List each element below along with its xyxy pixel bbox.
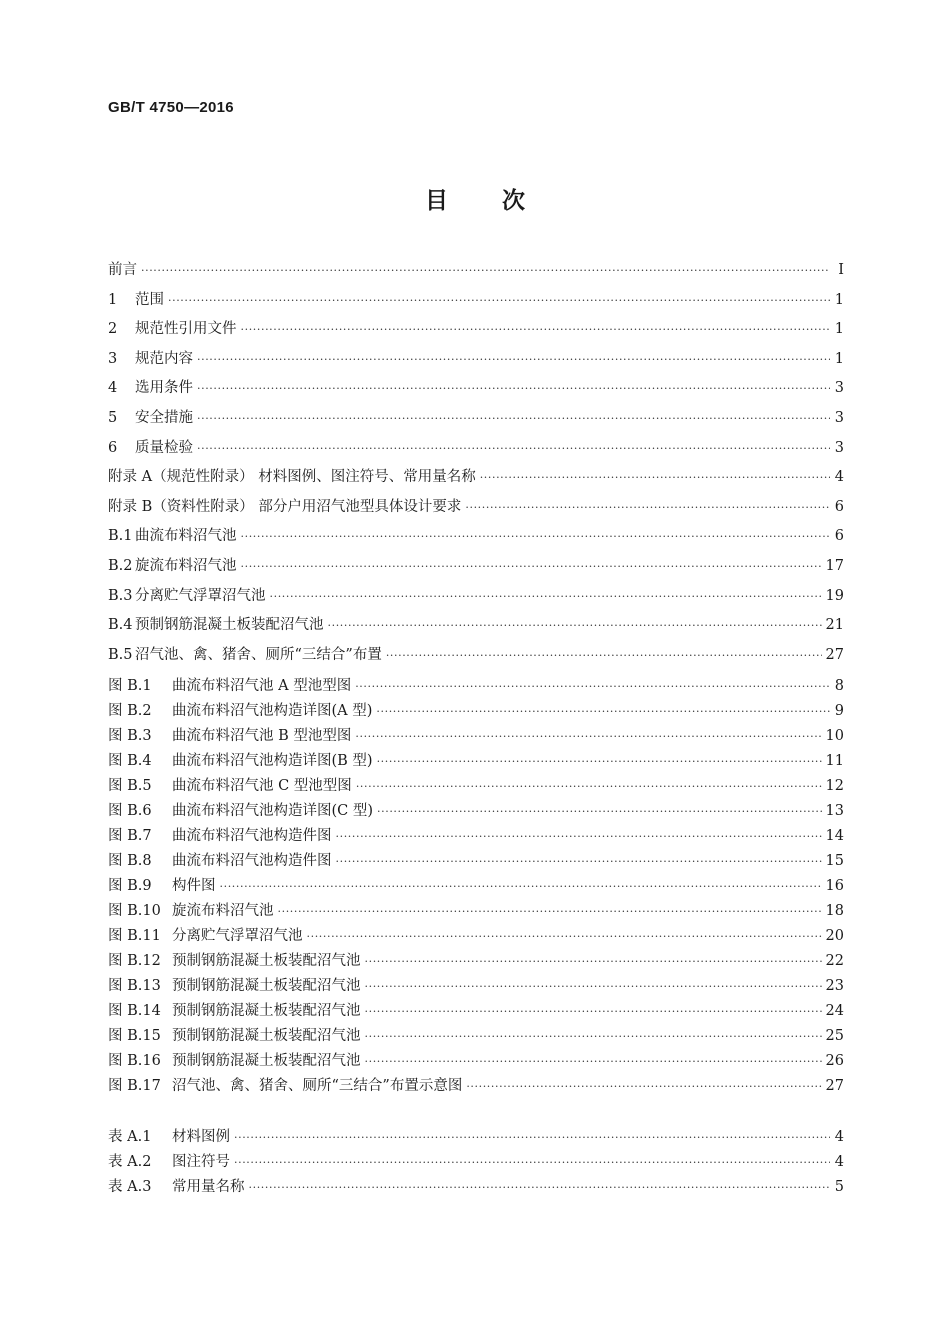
toc-entry-page: 3 bbox=[834, 380, 844, 397]
toc-entry[interactable] bbox=[108, 524, 844, 554]
toc-entry[interactable] bbox=[108, 849, 844, 874]
dot-leader bbox=[220, 880, 822, 893]
toc-entry-page: 18 bbox=[825, 903, 844, 919]
toc-entry-page: 13 bbox=[825, 803, 844, 819]
toc-entry-number: 图 B.3 bbox=[108, 728, 152, 744]
toc-entry-title: 质量检验 bbox=[135, 439, 193, 456]
toc-entry-number: 6 bbox=[108, 439, 118, 456]
toc-main-list bbox=[108, 258, 844, 672]
toc-entry-title: 常用量名称 bbox=[172, 1179, 245, 1195]
dot-leader bbox=[234, 1131, 830, 1144]
toc-entry-label bbox=[108, 774, 352, 795]
toc-entry-number: B.4 bbox=[108, 617, 133, 634]
page-title bbox=[0, 182, 950, 215]
dot-leader bbox=[241, 560, 822, 573]
toc-entry-title: 曲流布料沼气池构造详图(A 型) bbox=[172, 703, 373, 719]
toc-entry[interactable] bbox=[108, 899, 844, 924]
toc-entry-title: 预制钢筋混凝土板装配沼气池 bbox=[172, 1053, 361, 1069]
toc-entry-title: （规范性附录） 材料图例、图注符号、常用量名称 bbox=[152, 469, 476, 486]
toc-entry-number: 5 bbox=[108, 409, 118, 426]
toc-entry[interactable] bbox=[108, 1175, 844, 1200]
toc-entry[interactable] bbox=[108, 258, 844, 288]
toc-entry[interactable] bbox=[108, 347, 844, 377]
toc-entry[interactable] bbox=[108, 317, 844, 347]
toc-entry[interactable] bbox=[108, 643, 844, 673]
toc-figure-list bbox=[108, 674, 844, 1099]
toc-entry-title: 规范性引用文件 bbox=[135, 321, 237, 338]
dot-leader bbox=[197, 353, 830, 366]
dot-leader bbox=[241, 530, 831, 543]
toc-entry-number: B.2 bbox=[108, 557, 133, 574]
toc-entry-title: （资料性附录） 部分户用沼气池型具体设计要求 bbox=[152, 498, 462, 515]
toc-entry[interactable] bbox=[108, 1150, 844, 1175]
toc-entry-page: 4 bbox=[834, 469, 844, 486]
dot-leader bbox=[365, 1030, 822, 1043]
dot-leader bbox=[270, 590, 822, 603]
toc-entry[interactable] bbox=[108, 924, 844, 949]
toc-entry[interactable] bbox=[108, 554, 844, 584]
toc-entry-page: 8 bbox=[834, 678, 844, 694]
dot-leader bbox=[466, 1080, 821, 1093]
toc-entry-page: 20 bbox=[825, 928, 844, 944]
toc-entry-page: 25 bbox=[825, 1028, 844, 1044]
toc-entry[interactable] bbox=[108, 674, 844, 699]
toc-entry-page: 24 bbox=[825, 1003, 844, 1019]
toc-entry-label bbox=[108, 949, 361, 970]
toc-entry-number: B.5 bbox=[108, 646, 133, 663]
toc-entry-page: 21 bbox=[825, 617, 844, 634]
toc-entry-label bbox=[108, 974, 361, 995]
toc-entry-page: 11 bbox=[825, 753, 844, 769]
toc-entry-label bbox=[108, 999, 361, 1020]
toc-entry-title: 分离贮气浮罩沼气池 bbox=[135, 587, 266, 604]
toc-entry-number: B.3 bbox=[108, 587, 133, 604]
toc-entry-number: 表 A.2 bbox=[108, 1154, 152, 1170]
toc-entry-title: 旋流布料沼气池 bbox=[135, 557, 237, 574]
toc-entry-number: 图 B.7 bbox=[108, 828, 152, 844]
dot-leader bbox=[365, 1055, 822, 1068]
toc-entry-label bbox=[108, 824, 332, 845]
toc-entry-label bbox=[108, 674, 351, 695]
toc-entry-number: 图 B.9 bbox=[108, 878, 152, 894]
dot-leader bbox=[336, 855, 822, 868]
toc-entry-label bbox=[108, 849, 332, 870]
toc-entry-label bbox=[108, 288, 164, 309]
toc-entry-number: 图 B.2 bbox=[108, 703, 152, 719]
toc-entry-title: 曲流布料沼气池 B 型池型图 bbox=[172, 728, 352, 744]
toc-entry-title: 曲流布料沼气池构造详图(B 型) bbox=[172, 753, 373, 769]
toc-entry-label bbox=[108, 495, 461, 516]
title-char-2: 次 bbox=[502, 188, 525, 214]
dot-leader bbox=[480, 471, 830, 484]
toc-entry-page: 10 bbox=[825, 728, 844, 744]
toc-entry-page: 3 bbox=[834, 439, 844, 456]
toc-entry-number: 图 B.6 bbox=[108, 803, 152, 819]
dot-leader bbox=[365, 1005, 822, 1018]
toc-entry-number: 图 B.4 bbox=[108, 753, 152, 769]
toc-entry-label bbox=[108, 406, 193, 427]
toc-entry-page: 6 bbox=[834, 528, 844, 545]
toc-entry-title: 预制钢筋混凝土板装配沼气池 bbox=[135, 617, 324, 634]
dot-leader bbox=[386, 649, 822, 662]
toc-entry[interactable] bbox=[108, 436, 844, 466]
toc-entry-page: 1 bbox=[834, 321, 844, 338]
toc-entry-title: 旋流布料沼气池 bbox=[172, 903, 274, 919]
toc-entry-number: 表 A.1 bbox=[108, 1129, 152, 1145]
toc-entry-label bbox=[108, 613, 324, 634]
toc-entry-title: 沼气池、禽、猪舍、厕所“三结合”布置 bbox=[135, 646, 382, 663]
toc-entry-label bbox=[108, 899, 274, 920]
dot-leader bbox=[197, 412, 830, 425]
toc-entry-page: 6 bbox=[834, 498, 844, 515]
toc-entry-number: 图 B.13 bbox=[108, 978, 161, 994]
dot-leader bbox=[377, 755, 822, 768]
toc-entry-title: 构件图 bbox=[172, 878, 216, 894]
toc-entry[interactable] bbox=[108, 799, 844, 824]
toc-entry-number: 图 B.16 bbox=[108, 1053, 161, 1069]
toc-entry-page: 3 bbox=[834, 409, 844, 426]
title-char-1: 目 bbox=[425, 188, 448, 214]
toc-entry-label bbox=[108, 436, 193, 457]
dot-leader bbox=[241, 323, 831, 336]
toc-entry[interactable] bbox=[108, 406, 844, 436]
toc-entry-page: 15 bbox=[825, 853, 844, 869]
toc-entry-label bbox=[108, 554, 237, 575]
toc-entry-label bbox=[108, 874, 216, 895]
dot-leader bbox=[249, 1181, 831, 1194]
toc-entry-title: 预制钢筋混凝土板装配沼气池 bbox=[172, 953, 361, 969]
toc-entry-page: 26 bbox=[825, 1053, 844, 1069]
toc-entry[interactable] bbox=[108, 824, 844, 849]
dot-leader bbox=[197, 382, 830, 395]
toc-entry[interactable] bbox=[108, 613, 844, 643]
toc-entry[interactable] bbox=[108, 724, 844, 749]
toc-entry[interactable] bbox=[108, 376, 844, 406]
standard-code: GB/T 4750—2016 bbox=[108, 99, 234, 116]
dot-leader bbox=[307, 930, 822, 943]
toc-entry-label bbox=[108, 799, 373, 820]
toc-entry-label bbox=[108, 1049, 361, 1070]
toc-entry-label bbox=[108, 643, 382, 664]
toc-entry-title: 材料图例 bbox=[172, 1129, 230, 1145]
toc-entry-page: 27 bbox=[825, 1078, 844, 1094]
toc-entry-page: 12 bbox=[825, 778, 844, 794]
toc-entry-title: 曲流布料沼气池 bbox=[135, 528, 237, 545]
toc-entry-page: Ⅰ bbox=[838, 262, 844, 278]
toc-entry-number: 4 bbox=[108, 380, 118, 397]
toc-entry-number: 图 B.12 bbox=[108, 953, 161, 969]
toc-entry-title: 曲流布料沼气池构造详图(C 型) bbox=[172, 803, 374, 819]
toc-entry-number: 图 B.15 bbox=[108, 1028, 161, 1044]
toc-entry-page: 16 bbox=[825, 878, 844, 894]
toc-entry-number: 2 bbox=[108, 321, 118, 338]
toc-entry-page: 17 bbox=[825, 557, 844, 574]
toc-entry-title: 预制钢筋混凝土板装配沼气池 bbox=[172, 1003, 361, 1019]
toc-entry-title: 分离贮气浮罩沼气池 bbox=[172, 928, 303, 944]
dot-leader bbox=[377, 805, 822, 818]
dot-leader bbox=[278, 905, 822, 918]
dot-leader bbox=[465, 501, 830, 514]
toc-entry[interactable] bbox=[108, 699, 844, 724]
toc-entry-page: 4 bbox=[834, 1154, 844, 1170]
dot-leader bbox=[355, 680, 830, 693]
toc-entry-label bbox=[108, 924, 303, 945]
toc-entry[interactable] bbox=[108, 874, 844, 899]
dot-leader bbox=[365, 955, 822, 968]
toc-entry-label bbox=[108, 347, 193, 368]
toc-entry[interactable] bbox=[108, 495, 844, 525]
toc-entry-page: 9 bbox=[834, 703, 844, 719]
toc-entry-title: 范围 bbox=[135, 291, 164, 308]
toc-entry[interactable] bbox=[108, 288, 844, 318]
dot-leader bbox=[376, 705, 830, 718]
toc-entry-title: 选用条件 bbox=[135, 380, 193, 397]
dot-leader bbox=[328, 619, 822, 632]
toc-entry-title: 沼气池、禽、猪舍、厕所“三结合”布置示意图 bbox=[172, 1078, 463, 1094]
dot-leader bbox=[365, 980, 822, 993]
toc-entry[interactable] bbox=[108, 1125, 844, 1150]
toc-entry[interactable] bbox=[108, 1024, 844, 1049]
toc-entry[interactable] bbox=[108, 1074, 844, 1099]
toc-entry[interactable] bbox=[108, 999, 844, 1024]
toc-entry-page: 1 bbox=[834, 350, 844, 367]
dot-leader bbox=[197, 442, 830, 455]
dot-leader bbox=[141, 264, 830, 277]
toc-entry-number: 图 B.5 bbox=[108, 778, 152, 794]
toc-entry-label bbox=[108, 749, 373, 770]
toc-entry-page: 27 bbox=[825, 646, 844, 663]
toc-entry-label bbox=[108, 1175, 245, 1196]
toc-entry-label bbox=[108, 1024, 361, 1045]
toc-entry-title: 曲流布料沼气池构造件图 bbox=[172, 853, 332, 869]
toc-entry-number: 附录 A bbox=[108, 469, 153, 486]
dot-leader bbox=[168, 294, 830, 307]
toc-entry-number: 图 B.14 bbox=[108, 1003, 161, 1019]
dot-leader bbox=[234, 1156, 830, 1169]
toc-entry-number: 图 B.11 bbox=[108, 928, 161, 944]
toc-entry[interactable] bbox=[108, 774, 844, 799]
toc-entry-page: 14 bbox=[825, 828, 844, 844]
toc-entry-title: 规范内容 bbox=[135, 350, 193, 367]
toc-entry-label bbox=[108, 1074, 462, 1095]
toc-entry-page: 22 bbox=[825, 953, 844, 969]
toc-entry-page: 1 bbox=[834, 291, 844, 308]
toc-entry-title: 曲流布料沼气池 A 型池型图 bbox=[172, 678, 352, 694]
toc-entry[interactable] bbox=[108, 949, 844, 974]
toc-entry-number: 图 B.17 bbox=[108, 1078, 161, 1094]
toc-entry[interactable] bbox=[108, 465, 844, 495]
toc-entry-number: 1 bbox=[108, 291, 118, 308]
toc-entry-label bbox=[108, 1150, 230, 1171]
toc-entry-label bbox=[108, 465, 476, 486]
toc-entry-label bbox=[108, 258, 137, 279]
toc-entry-title: 前言 bbox=[108, 262, 137, 278]
toc-entry-title: 预制钢筋混凝土板装配沼气池 bbox=[172, 978, 361, 994]
dot-leader bbox=[336, 830, 822, 843]
toc-entry-title: 图注符号 bbox=[172, 1154, 230, 1170]
toc-entry-page: 19 bbox=[825, 587, 844, 604]
toc-entry-page: 5 bbox=[834, 1179, 844, 1195]
toc-entry-title: 安全措施 bbox=[135, 409, 193, 426]
toc-entry-number: 3 bbox=[108, 350, 118, 367]
dot-leader bbox=[355, 730, 821, 743]
toc-entry-label bbox=[108, 376, 193, 397]
toc-entry-number: 附录 B bbox=[108, 498, 153, 515]
toc-entry-label bbox=[108, 524, 237, 545]
toc-entry-label bbox=[108, 1125, 230, 1146]
toc-entry[interactable] bbox=[108, 974, 844, 999]
toc-entry-title: 预制钢筋混凝土板装配沼气池 bbox=[172, 1028, 361, 1044]
toc-entry-title: 曲流布料沼气池构造件图 bbox=[172, 828, 332, 844]
toc-entry-number: B.1 bbox=[108, 528, 133, 545]
toc-entry[interactable] bbox=[108, 584, 844, 614]
toc-entry-title: 曲流布料沼气池 C 型池型图 bbox=[172, 778, 352, 794]
toc-entry-number: 图 B.1 bbox=[108, 678, 152, 694]
dot-leader bbox=[356, 780, 822, 793]
toc-entry[interactable] bbox=[108, 749, 844, 774]
toc-entry-label bbox=[108, 317, 237, 338]
toc-table-list bbox=[108, 1125, 844, 1200]
toc-entry-label bbox=[108, 724, 351, 745]
toc-entry[interactable] bbox=[108, 1049, 844, 1074]
toc-entry-number: 图 B.10 bbox=[108, 903, 161, 919]
toc-entry-label bbox=[108, 584, 266, 605]
toc-entry-page: 23 bbox=[825, 978, 844, 994]
toc-entry-number: 表 A.3 bbox=[108, 1179, 152, 1195]
toc-entry-page: 4 bbox=[834, 1129, 844, 1145]
toc-entry-label bbox=[108, 699, 372, 720]
toc-entry-number: 图 B.8 bbox=[108, 853, 152, 869]
